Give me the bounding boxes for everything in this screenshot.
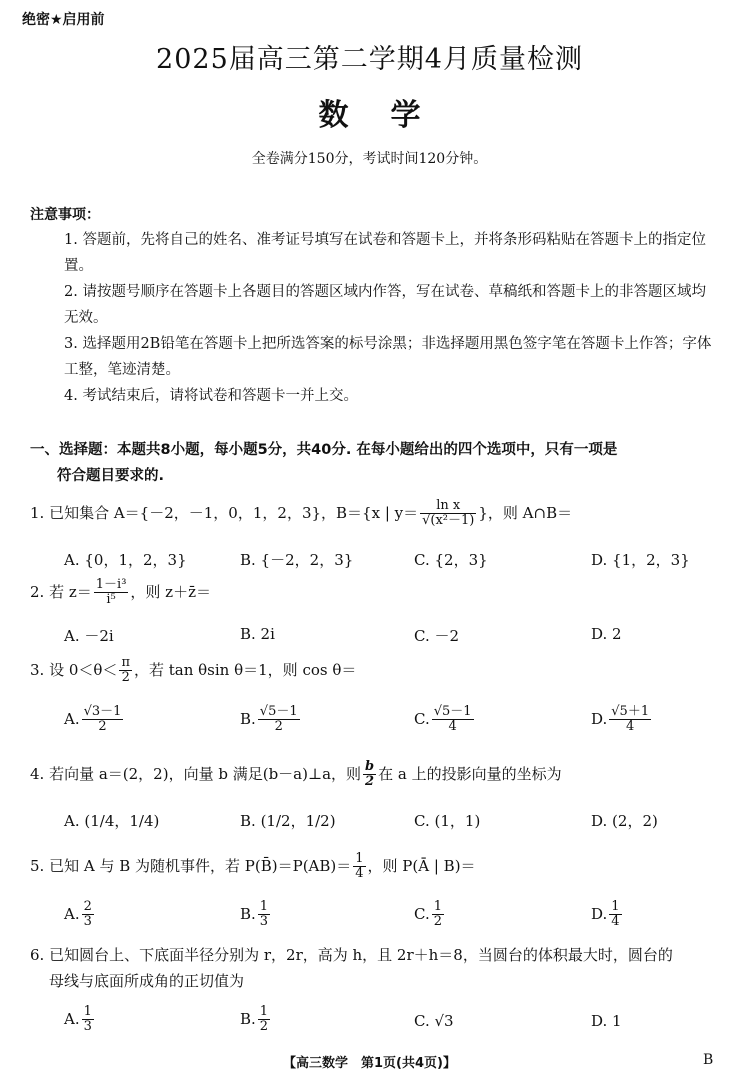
notes-heading: 注意事项： (30, 207, 100, 223)
subject-title: 数学 (318, 98, 463, 133)
option-a: A. $\frac{2}{3}$ (64, 899, 92, 930)
option-b: B. $\frac{1}{3}$ (240, 899, 269, 930)
option-a: A. $\frac{1}{3}$ (64, 1004, 92, 1035)
fraction: $\frac{√5+1}{4}$ (611, 704, 650, 735)
option-d: D. 1 (591, 1012, 622, 1030)
option-d: D. 2 (591, 625, 622, 643)
question-6: 6. 已知圆台上、下底面半径分别为 r，2r，高为 h，且 2r＋h＝8，当圆台的体积最大时，圆台的 母线与底面所成角的正切值为 (30, 946, 673, 990)
exam-title: 2025届高三第二学期4月质量检测 (156, 44, 583, 75)
page-footer: 【高三数学 第1页(共4页)】 (283, 1056, 456, 1071)
fraction: $\frac{\text{1－i³}}{\text{i⁵}}$ (95, 577, 127, 608)
note-item: 4. 考试结束后，请将试卷和答题卡一并上交。 (64, 388, 358, 404)
fraction: $\frac{\pi}{2}$ (121, 655, 130, 686)
option-c: C. －2 (414, 627, 460, 645)
option-d: D. {1，2，3} (591, 551, 690, 569)
fraction: $\frac{√3-1}{2}$ (83, 704, 122, 735)
fraction: $\frac{b}{2}$ (365, 759, 375, 790)
option-b: B. $\frac{1}{2}$ (240, 1004, 269, 1035)
question-2: 2. 若 z＝ $\frac{\text{1－i³}}{\text{i⁵}}$ ，则 z＋z̄＝ (30, 577, 211, 608)
fraction: $\frac{1}{2}$ (259, 1004, 269, 1035)
fraction: $\frac{\text{ln x}}{\text{√(x²－1)}}$ (422, 498, 475, 529)
question-1: 1. 已知集合 A＝{－2，－1，0，1，2，3}，B＝{x | y＝ $\frac{\text{ln x}}{\text{√(x²－1)}}$ }，则 A∩B＝ (30, 498, 573, 529)
option-a: A. －2i (64, 627, 114, 645)
option-c: C. $\frac{1}{2}$ (414, 899, 442, 930)
option-b: B. {－2，2，3} (240, 551, 354, 569)
option-c: C. {2，3} (414, 551, 488, 569)
option-b: B. (1/2，1/2) (240, 812, 336, 830)
option-c: C. $\frac{√5-1}{4}$ (414, 704, 472, 735)
fraction: $\frac{2}{3}$ (83, 899, 92, 930)
option-d: D. $\frac{1}{4}$ (591, 899, 620, 930)
fraction: $\frac{1}{4}$ (355, 851, 364, 882)
option-c: C. √3 (414, 1012, 454, 1030)
fraction: $\frac{1}{2}$ (433, 899, 442, 930)
option-a: A. {0，1，2，3} (64, 551, 187, 569)
exam-meta: 全卷满分150分，考试时间120分钟。 (251, 151, 488, 167)
option-b: B. $\frac{√5-1}{2}$ (240, 704, 298, 735)
option-d: D. (2，2) (591, 812, 658, 830)
fraction: $\frac{√5-1}{2}$ (259, 704, 298, 735)
secret-label: 绝密★启用前 (22, 12, 105, 28)
question-5: 5. 已知 A 与 B 为随机事件，若 P(B̄)＝P(AB)＝ $\frac{1}{4}$ ，则 P(Ā | B)＝ (30, 851, 476, 882)
option-c: C. (1，1) (414, 812, 481, 830)
version-label: B (703, 1052, 714, 1068)
option-a: A. $\frac{√3-1}{2}$ (64, 704, 122, 735)
note-item: 2. 请按题号顺序在答题卡上各题目的答题区域内作答，写在试卷、草稿纸和答题卡上的非答题区域均无效。 (64, 284, 706, 326)
fraction: $\frac{1}{3}$ (83, 1004, 92, 1035)
note-item: 1. 答题前，先将自己的姓名、准考证号填写在试卷和答题卡上，并将条形码粘贴在答题卡上的指定位置。 (64, 232, 706, 274)
option-b: B. 2i (240, 625, 275, 643)
section-heading: 一、选择题：本题共8小题，每小题5分，共40分. 在每小题给出的四个选项中，只有一项是 符合题目要求的. (30, 442, 618, 484)
question-4: 4. 若向量 a＝(2，2)，向量 b 满足(b－a)⊥a，则 $\frac{b}{2}$ 在 a 上的投影向量的坐标为 (30, 759, 562, 790)
fraction: $\frac{1}{3}$ (259, 899, 269, 930)
fraction: $\frac{√5-1}{4}$ (433, 704, 472, 735)
fraction: $\frac{1}{4}$ (611, 899, 620, 930)
note-item: 3. 选择题用2B铅笔在答题卡上把所选答案的标号涂黑；非选择题用黑色签字笔在答题卡上作答；字体工整，笔迹清楚。 (64, 336, 712, 378)
option-d: D. $\frac{√5+1}{4}$ (591, 704, 650, 735)
option-a: A. (1/4，1/4) (64, 812, 160, 830)
question-3: 3. 设 0＜θ＜ $\frac{\pi}{2}$ ，若 tan θsin θ＝1，则 cos θ＝ (30, 655, 357, 686)
